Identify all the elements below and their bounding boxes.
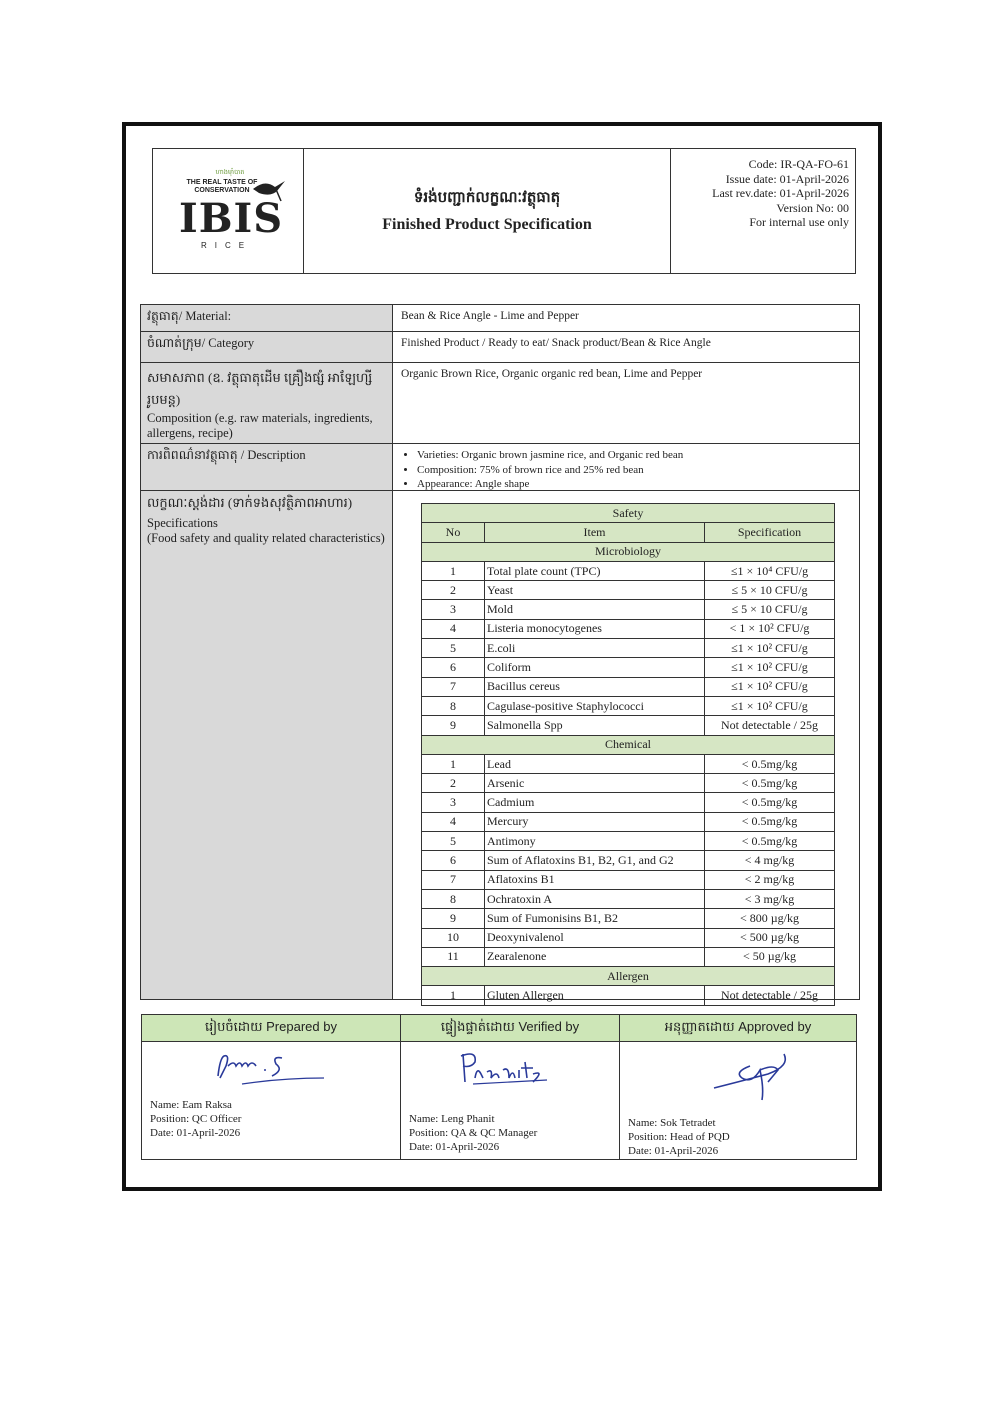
- microbiology-row: [422, 581, 835, 600]
- verified-by-name: Name: Leng Phanit: [409, 1113, 495, 1125]
- spec-row-material: [141, 305, 859, 332]
- chemical-row: [422, 889, 835, 908]
- microbiology-row: [422, 600, 835, 619]
- specifications-label-english-detail: (Food safety and quality related characteristics): [147, 531, 385, 545]
- row-number: 9: [422, 909, 485, 928]
- chemical-row: [422, 793, 835, 812]
- row-number: 3: [422, 600, 485, 619]
- composition-label: [141, 363, 393, 443]
- row-number: 4: [422, 812, 485, 831]
- issue-date: Issue date: 01-April-2026: [725, 171, 849, 186]
- internal-use-note: For internal use only: [749, 215, 849, 229]
- row-number: 5: [422, 832, 485, 851]
- row-specification: ≤1 × 10⁴ CFU/g: [705, 561, 835, 580]
- description-value: [393, 444, 859, 490]
- verified-by-cell: [401, 1042, 620, 1159]
- document-header: [152, 148, 856, 274]
- row-number: 9: [422, 716, 485, 735]
- row-item: Gluten Allergen: [485, 986, 705, 1005]
- chemical-row: [422, 928, 835, 947]
- row-number: 4: [422, 619, 485, 638]
- signature-approved: [708, 1048, 798, 1104]
- description-item: • Appearance: Angle shape: [417, 477, 851, 492]
- row-number: 8: [422, 696, 485, 715]
- document-meta: [671, 149, 855, 273]
- row-specification: < 2 mg/kg: [705, 870, 835, 889]
- chemical-row: [422, 851, 835, 870]
- prepared-by-position: Position: QC Officer: [150, 1113, 242, 1125]
- approved-by-date: Date: 01-April-2026: [628, 1145, 719, 1157]
- chemical-row: [422, 812, 835, 831]
- row-item: Mold: [485, 600, 705, 619]
- prepared-by-name: Name: Eam Raksa: [150, 1099, 232, 1111]
- logo-brand: IBIS: [179, 195, 284, 242]
- row-number: 2: [422, 581, 485, 600]
- row-item: Deoxynivalenol: [485, 928, 705, 947]
- row-item: Sum of Fumonisins B1, B2: [485, 909, 705, 928]
- row-specification: < 4 mg/kg: [705, 851, 835, 870]
- row-number: 5: [422, 639, 485, 658]
- row-specification: Not detectable / 25g: [705, 986, 835, 1005]
- row-specification: ≤ 5 × 10 CFU/g: [705, 600, 835, 619]
- composition-value: Organic Brown Rice, Organic organic red bean, Lime and Pepper: [401, 368, 703, 380]
- category-value: Finished Product / Ready to eat/ Snack product/Bean & Rice Angle: [401, 337, 711, 349]
- row-specification: < 0.5mg/kg: [705, 832, 835, 851]
- row-item: Sum of Aflatoxins B1, B2, G1, and G2: [485, 851, 705, 870]
- row-specification: < 0.5mg/kg: [705, 793, 835, 812]
- row-specification: < 1 × 10² CFU/g: [705, 619, 835, 638]
- row-number: 6: [422, 851, 485, 870]
- title-khmer: ទំរង់បញ្ជាក់លក្ខណៈវត្ថុធាតុ: [413, 190, 561, 206]
- row-item: Zearalenone: [485, 947, 705, 966]
- ibis-rice-logo: [153, 149, 304, 273]
- row-number: 3: [422, 793, 485, 812]
- description-item: • Composition: 75% of brown rice and 25% red bean: [417, 463, 851, 478]
- row-item: Mercury: [485, 812, 705, 831]
- composition-label-khmer: សមាសភាព (ឧ. វត្ថុធាតុដើម គ្រឿងផ្សំ អាឡែហ្សី រូបមន្ត): [147, 370, 373, 407]
- safety-table: [421, 503, 835, 1006]
- row-number: 8: [422, 889, 485, 908]
- microbiology-row: [422, 658, 835, 677]
- prepared-by-details: [150, 1098, 241, 1140]
- row-item: Antimony: [485, 832, 705, 851]
- row-specification: ≤1 × 10² CFU/g: [705, 677, 835, 696]
- row-item: Salmonella Spp: [485, 716, 705, 735]
- microbiology-row: [422, 561, 835, 580]
- material-label: វត្ថុធាតុ/ Material:: [141, 305, 393, 331]
- row-item: Aflatoxins B1: [485, 870, 705, 889]
- row-specification: < 800 µg/kg: [705, 909, 835, 928]
- chemical-row: [422, 754, 835, 773]
- composition-label-english: Composition (e.g. raw materials, ingredients, allergens, recipe): [147, 411, 373, 440]
- signature-prepared: [212, 1048, 332, 1088]
- signature-table: [141, 1014, 857, 1160]
- row-item: E.coli: [485, 639, 705, 658]
- prepared-by-header: រៀបចំដោយ Prepared by: [142, 1015, 401, 1041]
- row-number: 6: [422, 658, 485, 677]
- spec-row-category: [141, 332, 859, 363]
- title-block: [304, 149, 671, 273]
- allergen-section-title: Allergen: [422, 967, 835, 986]
- row-number: 10: [422, 928, 485, 947]
- column-header-specification: Specification: [705, 523, 835, 542]
- approved-by-name: Name: Sok Tetradet: [628, 1117, 716, 1129]
- row-number: 7: [422, 870, 485, 889]
- row-specification: ≤ 5 × 10 CFU/g: [705, 581, 835, 600]
- row-item: Total plate count (TPC): [485, 561, 705, 580]
- row-number: 7: [422, 677, 485, 696]
- row-specification: ≤1 × 10² CFU/g: [705, 639, 835, 658]
- row-specification: < 50 µg/kg: [705, 947, 835, 966]
- row-specification: < 0.5mg/kg: [705, 754, 835, 773]
- row-number: 1: [422, 754, 485, 773]
- spec-row-description: [141, 444, 859, 491]
- logo-tagline: THE REAL TASTE OF CONSERVATION: [186, 179, 258, 194]
- category-label: ចំណាត់ក្រុម/ Category: [141, 332, 393, 362]
- row-item: Yeast: [485, 581, 705, 600]
- description-item: • Varieties: Organic brown jasmine rice, and Organic red bean: [417, 448, 851, 463]
- signature-cells: [142, 1042, 856, 1159]
- approved-by-details: [628, 1116, 730, 1158]
- row-specification: ≤1 × 10² CFU/g: [705, 658, 835, 677]
- version-number: Version No: 00: [776, 200, 849, 215]
- logo-sub: RICE: [201, 241, 253, 250]
- column-header-item: Item: [485, 523, 705, 542]
- microbiology-row: [422, 639, 835, 658]
- row-specification: ≤1 × 10² CFU/g: [705, 696, 835, 715]
- chemical-section-title: Chemical: [422, 735, 835, 754]
- description-label: ការពិពណ៌នាវត្ថុធាតុ / Description: [141, 444, 393, 490]
- safety-header-row: [422, 523, 835, 542]
- row-item: Arsenic: [485, 774, 705, 793]
- spec-row-composition: [141, 363, 859, 444]
- microbiology-section-row: [422, 542, 835, 561]
- prepared-by-date: Date: 01-April-2026: [150, 1127, 241, 1139]
- microbiology-row: [422, 619, 835, 638]
- specifications-label-english: Specifications: [147, 516, 218, 530]
- allergen-row: [422, 986, 835, 1005]
- signature-header-row: [142, 1015, 856, 1042]
- row-specification: < 3 mg/kg: [705, 889, 835, 908]
- chemical-row: [422, 909, 835, 928]
- logo-tagline-top: ហាងម៉ាំបាត: [215, 169, 245, 176]
- microbiology-row: [422, 716, 835, 735]
- row-specification: < 0.5mg/kg: [705, 812, 835, 831]
- row-specification: Not detectable / 25g: [705, 716, 835, 735]
- description-list: [401, 448, 851, 492]
- row-item: Bacillus cereus: [485, 677, 705, 696]
- signature-verified: [453, 1048, 563, 1088]
- specifications-label: [141, 491, 393, 999]
- microbiology-row: [422, 677, 835, 696]
- row-item: Cadmium: [485, 793, 705, 812]
- row-item: Coliform: [485, 658, 705, 677]
- approved-by-position: Position: Head of PQD: [628, 1131, 730, 1143]
- chemical-row: [422, 947, 835, 966]
- column-header-no: No: [422, 523, 485, 542]
- row-number: 2: [422, 774, 485, 793]
- approved-by-header: អនុញ្ញាតដោយ Approved by: [664, 1018, 812, 1034]
- microbiology-section-title: Microbiology: [422, 542, 835, 561]
- approved-by-cell: [620, 1042, 856, 1159]
- verified-by-details: [409, 1112, 537, 1154]
- row-number: 1: [422, 986, 485, 1005]
- title-english: Finished Product Specification: [382, 216, 592, 233]
- doc-code: Code: IR-QA-FO-61: [748, 157, 849, 171]
- row-specification: < 0.5mg/kg: [705, 774, 835, 793]
- prepared-by-cell: [142, 1042, 401, 1159]
- verified-by-date: Date: 01-April-2026: [409, 1141, 500, 1153]
- verified-by-position: Position: QA & QC Manager: [409, 1127, 538, 1139]
- specifications-label-khmer: លក្ខណៈស្តង់ដារ (ទាក់ទងសុវត្ថិភាពអាហារ): [147, 495, 353, 510]
- safety-title: Safety: [422, 504, 835, 523]
- microbiology-row: [422, 696, 835, 715]
- row-item: Listeria monocytogenes: [485, 619, 705, 638]
- row-number: 11: [422, 947, 485, 966]
- chemical-row: [422, 832, 835, 851]
- row-specification: < 500 µg/kg: [705, 928, 835, 947]
- allergen-section-row: [422, 967, 835, 986]
- row-item: Ochratoxin A: [485, 889, 705, 908]
- row-number: 1: [422, 561, 485, 580]
- row-item: Lead: [485, 754, 705, 773]
- chemical-row: [422, 870, 835, 889]
- safety-title-row: [422, 504, 835, 523]
- row-item: Cagulase-positive Staphylococci: [485, 696, 705, 715]
- verified-by-header: ផ្ទៀងផ្ទាត់ដោយ Verified by: [401, 1015, 620, 1041]
- chemical-row: [422, 774, 835, 793]
- last-revision-date: Last rev.date: 01-April-2026: [712, 186, 849, 200]
- chemical-section-row: [422, 735, 835, 754]
- material-value: Bean & Rice Angle - Lime and Pepper: [401, 310, 579, 322]
